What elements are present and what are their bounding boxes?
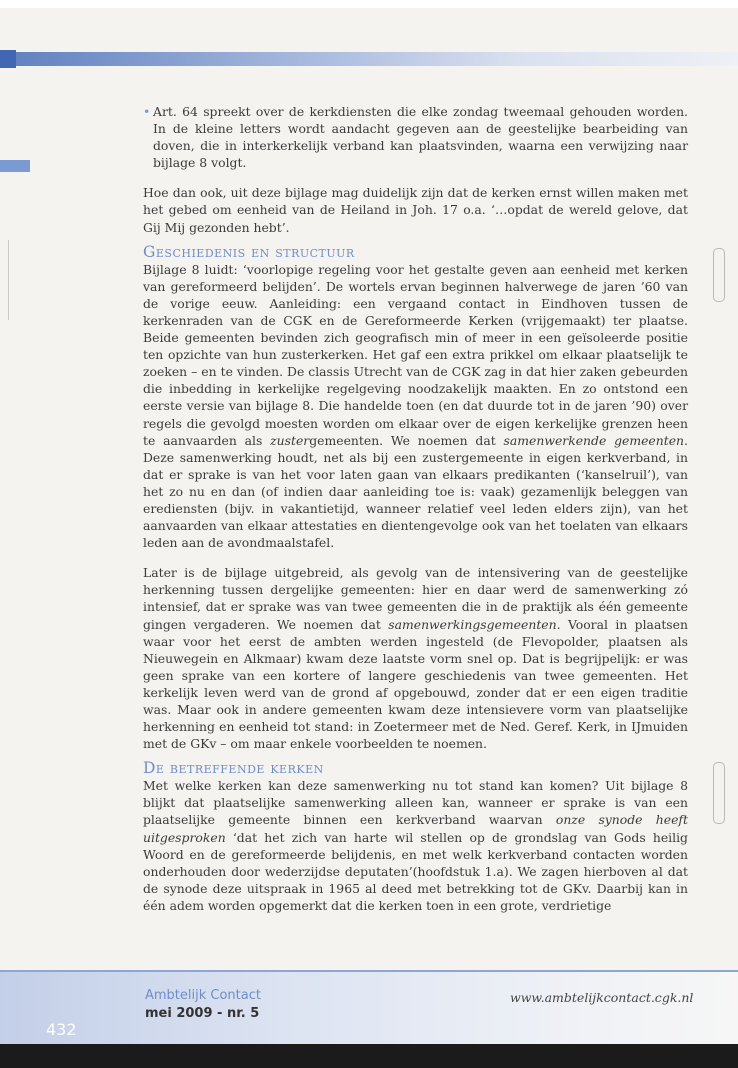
- margin-tab-marker: [0, 160, 30, 172]
- section-heading-churches: De betreffende kerken: [143, 759, 324, 778]
- bullet-item: [143, 103, 688, 171]
- history-paragraph-1: Bijlage 8 luidt: ‘voorlopige regeling voor het gestalte geven aan eenheid met kerken van gereformeerd belijden’. De wortels ervan beginnen halverwege de jaren ’60 van de vorige eeuw. Aanleiding: een vergaand contact in Eindhoven tussen de kerkenraden van de CGK en de Gereformeerde Kerken (vrijgemaakt) ter plaatse. Beide gemeenten bevinden zich geografisch min of meer in een geïsoleerde positie ten opzichte van hun zusterkerken. Het gaf een extra prikkel om elkaar plaatselijk te zoeken – en te vinden. De classis Utrecht van de CGK zag in dat hier zaken gebeurden die inbedding in kerkelijke regelgeving noodzakelijk maakten. En zo ontstond een eerste versie van bijlage 8. Die handelde toen (en dat duurde tot in de jaren ’90) over regels die gevolgd moesten worden om elkaar over de eigen kerkelijke grenzen heen te aanvaarden als zustergemeenten. We noemen dat samenwerkende gemeenten. Deze samenwerking houdt, net als bij een zustergemeente in eigen kerkverband, in dat er sprake is van het voor laten gaan van elkaars predikanten (‘kanselruil’), van het zo nu en dan (of indien daar aanleiding toe is: vaak) gezamenlijk beleggen van erediensten (bijv. in vakantietijd, wanneer relatief veel leden elders zijn), van het aanvaarden van elkaar attestaties en dientengevolge ook van het toelaten van elkaars leden aan de avondmaalstafel.: [143, 261, 688, 551]
- header-color-block: [0, 50, 16, 68]
- history-paragraph-2: Later is de bijlage uitgebreid, als gevolg van de intensivering van de geestelijke herkenning tussen dergelijke gemeenten: hier en daar werd de samenwerking zó intensief, dat er sprake was van twee gemeenten die in de praktijk als één gemeente gingen vergaderen. We noemen dat samenwerkingsgemeenten. Vooral in plaatsen waar voor het eerst de ambten werden ingesteld (de Flevopolder, plaatsen als Nieuwegein en Alkmaar) kwam deze laatste vorm snel op. Dat is begrijpelijk: er was geen sprake van een kortere of langere geschiedenis van twee gemeenten. Het kerkelijk leven werd van de grond af opgebouwd, zonder dat er een eigen traditie was. Maar ook in andere gemeenten kwam deze intensievere vorm van plaatselijke herkenning en eenheid tot stand: in Zoetermeer met de Ned. Geref. Kerk, in IJmuiden met de GKv – om maar enkele voorbeelden te noemen.: [143, 565, 688, 752]
- binding-clip-bottom: [713, 762, 725, 824]
- header-color-bar: [0, 52, 738, 66]
- churches-paragraph-1: Met welke kerken kan deze samenwerking nu tot stand kan komen? Uit bijlage 8 blijkt dat plaatselijke samenwerking alleen kan, wanneer er sprake is van een plaatselijke gemeente binnen een kerkverband waarvan onze synode heeft uitgesproken ‘dat het zich van harte wil stellen op de grondslag van Gods heilig Woord en de gereformeerde belijdenis, en met welk kerkverband contacten worden onderhouden door wederzijdse deputaten’(hoofdstuk 1.a). We zagen hierboven al dat de synode deze uitspraak in 1965 al deed met betrekking tot de GKv. Daarbij kan in één adem worden opgemerkt dat die kerken toen in een grote, verdrietige: [143, 778, 688, 913]
- bullet-text: Art. 64 spreekt over de kerkdiensten die elke zondag tweemaal gehouden worden. In de kleine letters wordt aandacht gegeven aan de geestelijke bearbeiding van doven, die in interkerkelijk verband kan plaatsvinden, waarna een verwijzing naar bijlage 8 volgt.: [153, 104, 688, 171]
- bullet-dot-icon: •: [143, 104, 151, 119]
- magazine-title: Ambtelijk Contact: [145, 988, 261, 1003]
- margin-rule: [8, 240, 9, 320]
- magazine-url[interactable]: www.ambtelijkcontact.cgk.nl: [510, 990, 694, 1005]
- scan-bottom-edge: [0, 1044, 738, 1068]
- article-body: [143, 103, 688, 914]
- intro-paragraph: Hoe dan ook, uit deze bijlage mag duidelijk zijn dat de kerken ernst willen maken met het gebed om eenheid van de Heiland in Joh. 17 o.a. ‘…opdat de wereld gelove, dat Gij Mij gezonden hebt’.: [143, 185, 688, 235]
- magazine-issue: mei 2009 - nr. 5: [145, 1006, 260, 1021]
- binding-clip-top: [713, 248, 725, 302]
- section-heading-history: Geschiedenis en structuur: [143, 242, 355, 261]
- footer-band: [0, 970, 738, 1044]
- page-top-edge: [0, 0, 738, 8]
- page-number: 432: [46, 1020, 77, 1039]
- footer-divider: [0, 970, 738, 972]
